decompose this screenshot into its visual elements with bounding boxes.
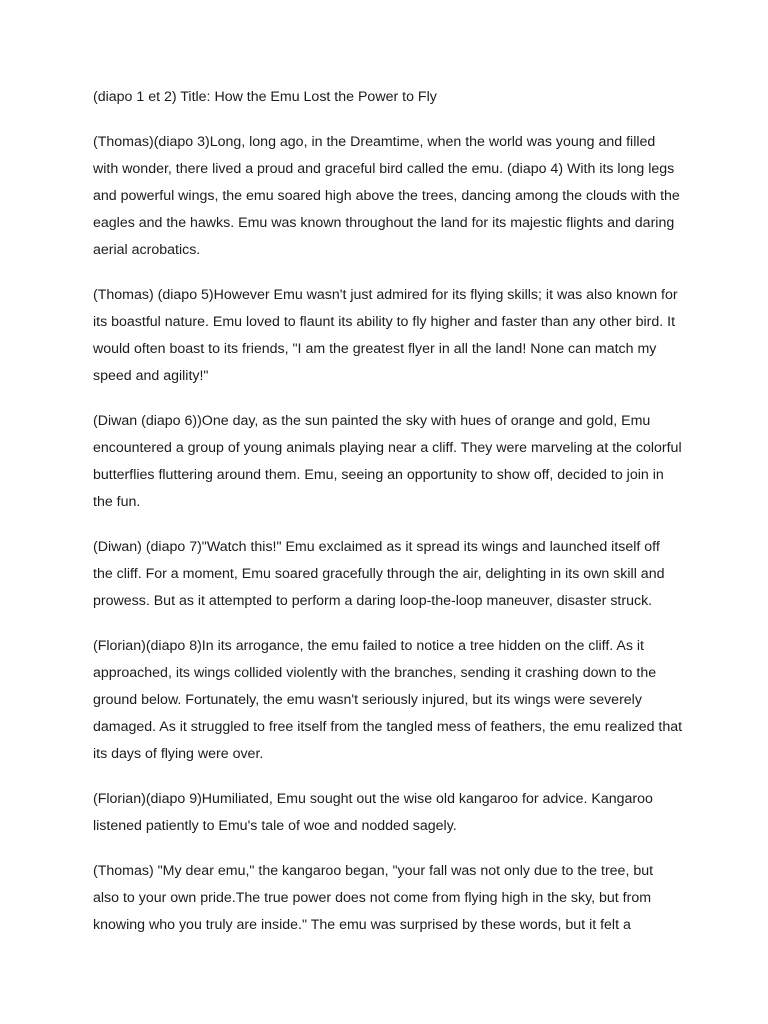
document-title-line: (diapo 1 et 2) Title: How the Emu Lost the Power to Fly bbox=[93, 89, 437, 105]
paragraph-7: (Thomas) "My dear emu," the kangaroo began, "your fall was not only due to the tree, but also to your own pride.The true power does not come from flying high in the sky, but from knowing who you truly are inside." The emu was surprised by these words, but it felt a bbox=[93, 863, 654, 933]
document-body bbox=[93, 84, 683, 957]
paragraph-1: (Thomas)(diapo 3)Long, long ago, in the Dreamtime, when the world was young and filled with wonder, there lived a proud and graceful bird called the emu. (diapo 4) With its long legs and powerful wings, the emu soared high above the trees, dancing among the clouds with the eagles and the hawks. Emu was known throughout the land for its majestic flights and daring aerial acrobatics. bbox=[93, 134, 680, 258]
paragraph-3: (Diwan (diapo 6))One day, as the sun painted the sky with hues of orange and gold, Emu encountered a group of young animals playing near a cliff. They were marveling at the colorful butterflies fluttering around them. Emu, seeing an opportunity to show off, decided to join in the fun. bbox=[93, 413, 682, 510]
paragraph-2: (Thomas) (diapo 5)However Emu wasn't just admired for its flying skills; it was also known for its boastful nature. Emu loved to flaunt its ability to fly higher and faster than any other bird. It would often boast to its friends, "I am the greatest flyer in all the land! None can match my speed and agility!" bbox=[93, 287, 678, 384]
paragraph-4: (Diwan) (diapo 7)"Watch this!" Emu exclaimed as it spread its wings and launched itself off the cliff. For a moment, Emu soared gracefully through the air, delighting in its own skill and prowess. But as it attempted to perform a daring loop-the-loop maneuver, disaster struck. bbox=[93, 539, 665, 609]
paragraph-6: (Florian)(diapo 9)Humiliated, Emu sought out the wise old kangaroo for advice. Kangaroo listened patiently to Emu's tale of woe and nodded sagely. bbox=[93, 791, 653, 834]
paragraph-5: (Florian)(diapo 8)In its arrogance, the emu failed to notice a tree hidden on the cliff. As it approached, its wings collided violently with the branches, sending it crashing down to the ground below. Fortunately, the emu wasn't seriously injured, but its wings were severely damaged. As it struggled to free itself from the tangled mess of feathers, the emu realized that its days of flying were over. bbox=[93, 638, 683, 762]
